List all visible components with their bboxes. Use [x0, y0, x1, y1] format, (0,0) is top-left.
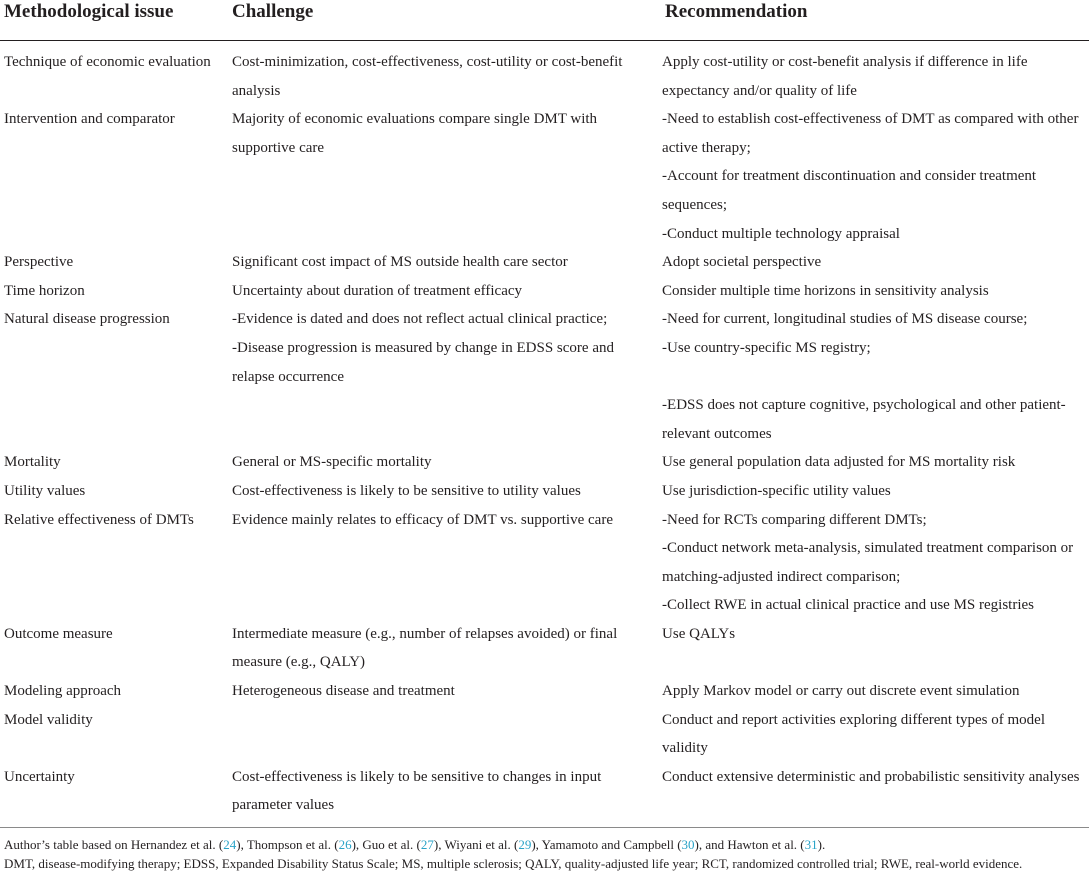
challenge-text: Uncertainty about duration of treatment efficacy: [232, 282, 523, 299]
recommendation-text: Conduct and report activities exploring different types of model validity: [662, 711, 1045, 757]
table-header: [0, 0, 1089, 42]
cell-recommendation: [662, 248, 1089, 277]
cell-methodological-issue: Relative effectiveness of DMTs: [4, 511, 194, 528]
recommendation-text: -Use country-specific MS registry;: [662, 339, 871, 356]
table-row: [0, 477, 1089, 506]
challenge-text: Heterogeneous disease and treatment: [232, 683, 455, 700]
cell-methodological-issue: Mortality: [4, 454, 61, 471]
challenge-text: Intermediate measure (e.g., number of relapses avoided) or final measure (e.g., QALY): [232, 625, 618, 671]
cell-challenge: [232, 506, 649, 620]
table-row: [0, 448, 1089, 477]
challenge-text: -Evidence is dated and does not reflect actual clinical practice;: [232, 311, 608, 328]
cell-challenge: [232, 763, 649, 820]
recommendation-text: Adopt societal perspective: [662, 254, 822, 271]
header-methodological-issue: Methodological issue: [4, 1, 174, 22]
cell-challenge: [232, 305, 649, 448]
table-row: [0, 506, 1089, 620]
ref-link[interactable]: 30: [681, 837, 695, 852]
cell-recommendation: [662, 277, 1089, 306]
footer-rule: [0, 827, 1089, 828]
header-challenge: Challenge: [232, 1, 314, 22]
recommendation-text: -Need to establish cost-effectiveness of DMT as compared with other active therapy;: [662, 111, 1079, 156]
challenge-text: Evidence mainly relates to efficacy of DMT vs. supportive care: [232, 511, 613, 528]
recommendation-text: Apply cost-utility or cost-benefit analysis if difference in life expectancy and/or quality of life: [662, 54, 1028, 99]
recommendation-text: [662, 363, 1089, 392]
header-rule: [0, 40, 1089, 41]
cell-recommendation: [662, 477, 1089, 506]
ref-link[interactable]: 24: [223, 837, 237, 852]
challenge-text: Cost-effectiveness is likely to be sensitive to utility values: [232, 482, 581, 499]
cell-challenge: [232, 620, 649, 677]
cell-challenge: [232, 105, 649, 248]
table-row: [0, 706, 1089, 763]
ref-link[interactable]: 29: [518, 837, 532, 852]
cell-methodological-issue: Intervention and comparator: [4, 111, 175, 128]
cell-methodological-issue: Utility values: [4, 482, 86, 499]
recommendation-text: -Conduct network meta-analysis, simulated treatment comparison or matching-adjusted indirect comparison;: [662, 540, 1074, 585]
cell-methodological-issue: Modeling approach: [4, 683, 122, 700]
cell-challenge: [232, 448, 649, 477]
footnote-source: Author’s table based on Hernandez et al. (24), Thompson et al. (26), Guo et al. (27), Wiyani et al. (29), Yamamoto and Campbell (30), and Hawton et al. (31).: [4, 837, 826, 852]
recommendation-text: Use jurisdiction-specific utility values: [662, 482, 891, 499]
recommendation-text: Apply Markov model or carry out discrete event simulation: [662, 683, 1020, 700]
cell-challenge: [232, 677, 649, 706]
cell-challenge: [232, 48, 649, 105]
recommendation-text: Use QALYs: [662, 625, 736, 642]
cell-challenge: [232, 277, 649, 306]
cell-methodological-issue: Outcome measure: [4, 625, 113, 642]
challenge-text: [232, 706, 649, 735]
cell-methodological-issue: Time horizon: [4, 282, 85, 299]
table-row: [0, 620, 1089, 677]
table-row: [0, 763, 1089, 820]
cell-recommendation: [662, 677, 1089, 706]
cell-recommendation: [662, 105, 1089, 248]
recommendation-text: Conduct extensive deterministic and probabilistic sensitivity analyses: [662, 768, 1080, 785]
table-row: [0, 48, 1089, 105]
challenge-text: Cost-minimization, cost-effectiveness, cost-utility or cost-benefit analysis: [232, 54, 623, 99]
cell-recommendation: [662, 48, 1089, 105]
table-row: [0, 248, 1089, 277]
challenge-text: Cost-effectiveness is likely to be sensitive to changes in input parameter values: [232, 768, 602, 814]
cell-challenge: [232, 706, 649, 763]
recommendation-text: -Account for treatment discontinuation and consider treatment sequences;: [662, 168, 1037, 213]
table-footnote: [4, 836, 1084, 873]
recommendation-text: Use general population data adjusted for MS mortality risk: [662, 454, 1016, 471]
ref-link[interactable]: 31: [804, 837, 818, 852]
cell-methodological-issue: Uncertainty: [4, 768, 75, 785]
table-row: [0, 277, 1089, 306]
footnote-abbreviations: DMT, disease-modifying therapy; EDSS, Expanded Disability Status Scale; MS, multiple sclerosis; QALY, quality-adjusted life year; RCT, randomized controlled trial; RWE, real-world evidence.: [4, 855, 1023, 871]
challenge-text: -Disease progression is measured by change in EDSS score and relapse occurrence: [232, 339, 614, 385]
challenge-text: Significant cost impact of MS outside health care sector: [232, 254, 568, 271]
ref-link[interactable]: 27: [420, 837, 434, 852]
cell-challenge: [232, 477, 649, 506]
challenge-text: Majority of economic evaluations compare single DMT with supportive care: [232, 111, 598, 156]
cell-methodological-issue: Technique of economic evaluation: [4, 54, 211, 70]
cell-recommendation: [662, 706, 1089, 763]
cell-recommendation: [662, 763, 1089, 820]
challenge-text: General or MS-specific mortality: [232, 454, 432, 471]
table-row: [0, 677, 1089, 706]
cell-methodological-issue: Natural disease progression: [4, 311, 170, 328]
table-body: [0, 48, 1089, 820]
recommendation-text: -Conduct multiple technology appraisal: [662, 225, 900, 242]
recommendation-text: -Need for RCTs comparing different DMTs;: [662, 511, 927, 528]
recommendation-text: -EDSS does not capture cognitive, psychological and other patient-relevant outcomes: [662, 397, 1066, 442]
cell-recommendation: [662, 620, 1089, 677]
recommendation-text: -Need for current, longitudinal studies of MS disease course;: [662, 311, 1028, 328]
recommendation-text: -Collect RWE in actual clinical practice and use MS registries: [662, 597, 1034, 614]
cell-recommendation: [662, 506, 1089, 620]
table-row: [0, 105, 1089, 248]
cell-challenge: [232, 248, 649, 277]
ref-link[interactable]: 26: [338, 837, 352, 852]
cell-methodological-issue: Perspective: [4, 254, 74, 271]
cell-recommendation: [662, 305, 1089, 448]
recommendation-text: Consider multiple time horizons in sensitivity analysis: [662, 282, 989, 299]
cell-recommendation: [662, 448, 1089, 477]
cell-methodological-issue: Model validity: [4, 711, 93, 728]
header-recommendation: Recommendation: [665, 1, 808, 22]
table-row: [0, 305, 1089, 448]
